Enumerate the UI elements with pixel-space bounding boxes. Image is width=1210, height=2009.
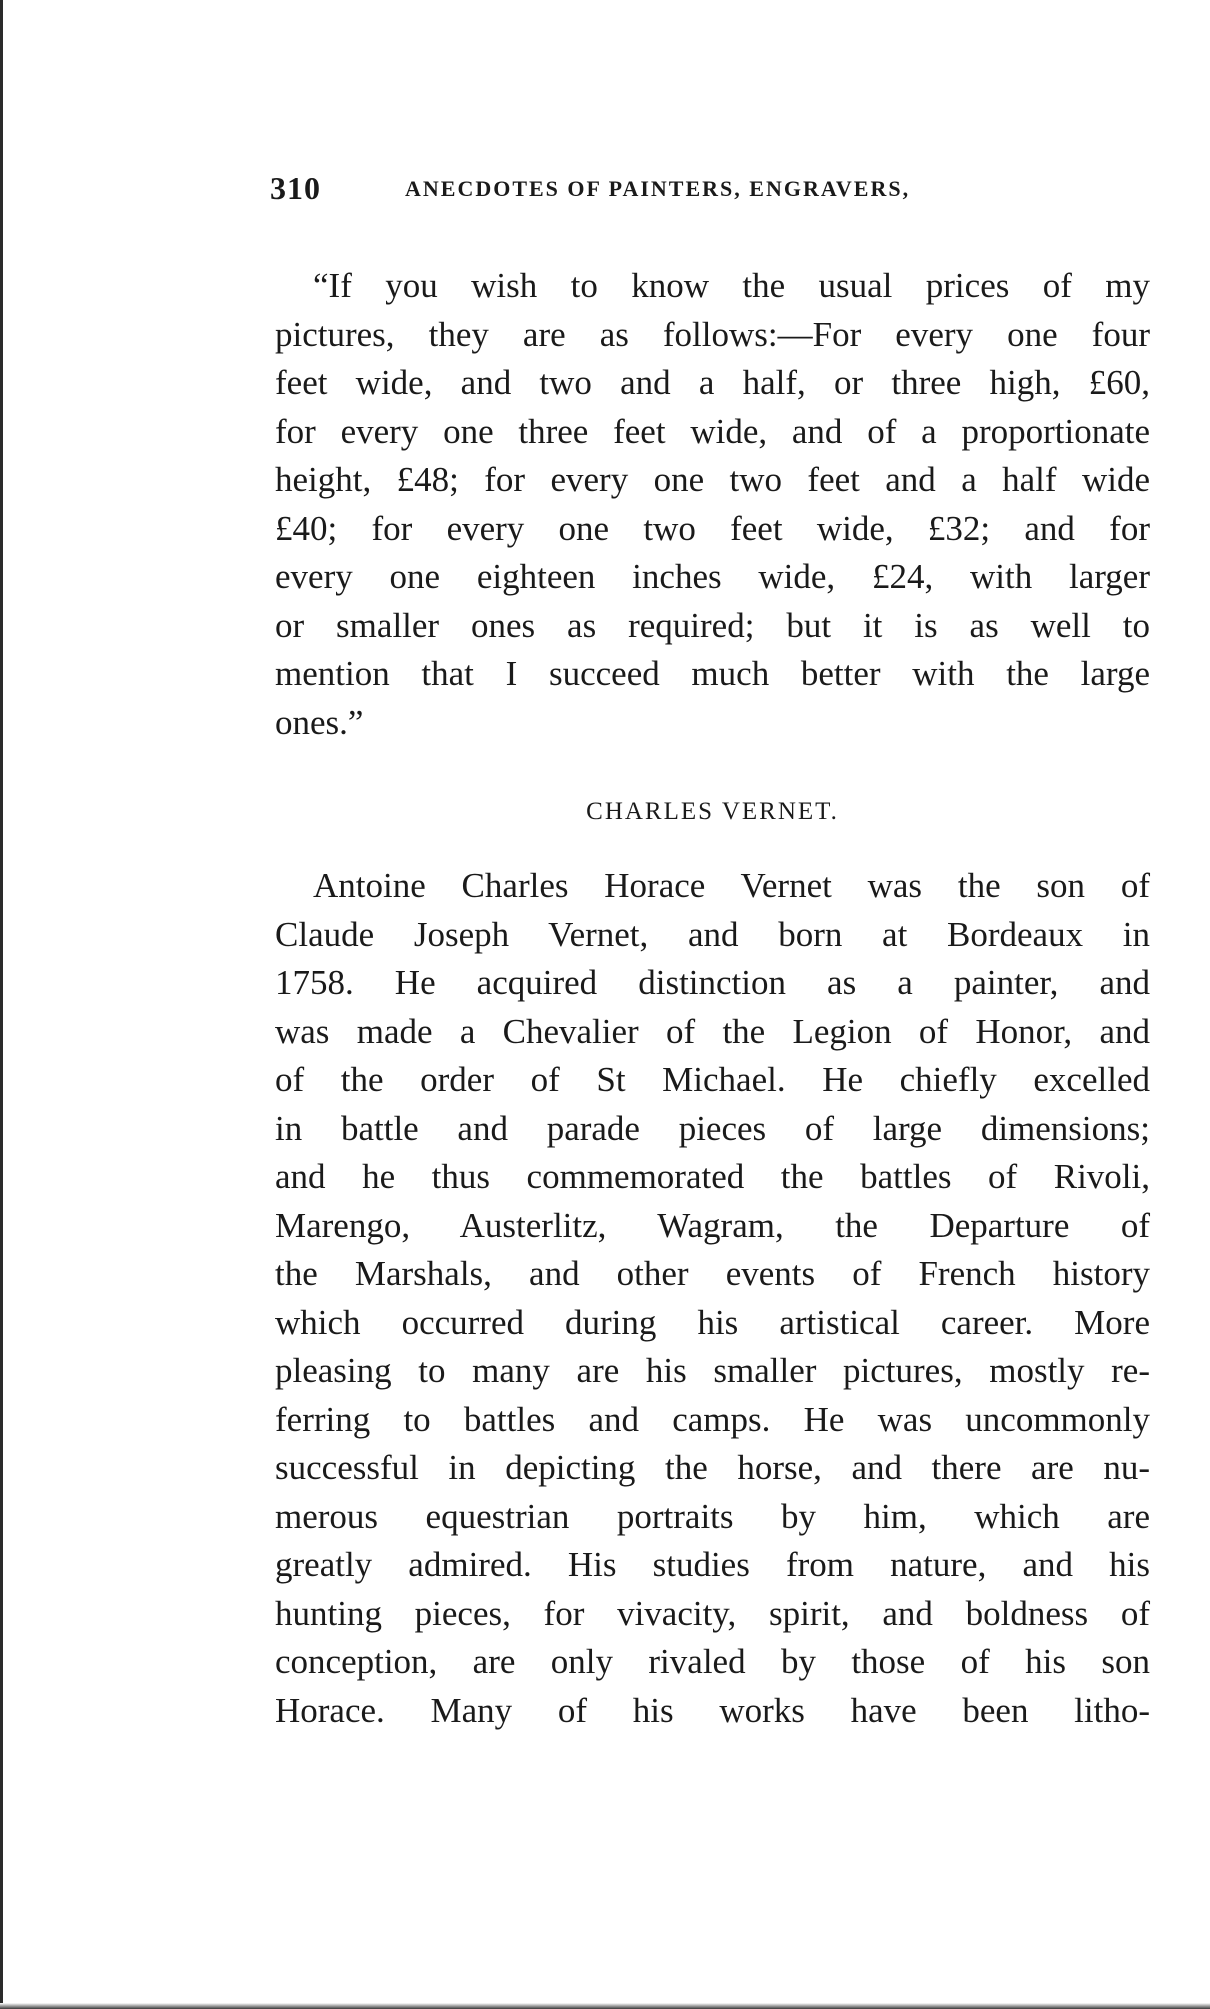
page-left-edge: [0, 0, 3, 2009]
text-line: “If you wish to know the usual prices of my: [313, 266, 1150, 305]
text-line: was made a Chevalier of the Legion of Honor, and: [275, 1011, 1150, 1051]
text-line: pleasing to many are his smaller pictures, mostly re-: [275, 1351, 1150, 1390]
text-line: conception, are only rivaled by those of his son: [275, 1642, 1150, 1681]
text-line: Antoine Charles Horace Vernet was the son of: [313, 866, 1150, 905]
text-line: Marengo, Austerlitz, Wagram, the Departure of: [275, 1205, 1150, 1245]
text-line: for every one three feet wide, and of a proportionate: [275, 411, 1150, 451]
text-line: of the order of St Michael. He chiefly excelled: [275, 1060, 1150, 1099]
section-title: CHARLES VERNET.: [586, 798, 839, 825]
quote-paragraph: [275, 262, 1150, 747]
text-line: and he thus commemorated the battles of Rivoli,: [275, 1157, 1150, 1196]
text-line: which occurred during his artistical career. More: [275, 1302, 1150, 1342]
running-head: [270, 170, 1040, 210]
text-line: height, £48; for every one two feet and a half wide: [275, 460, 1150, 499]
text-line: pictures, they are as follows:—For every one four: [275, 314, 1150, 354]
text-line: hunting pieces, for vivacity, spirit, and boldness of: [275, 1593, 1150, 1633]
text-line: feet wide, and two and a half, or three high, £60,: [275, 363, 1150, 402]
text-line: successful in depicting the horse, and there are nu-: [275, 1448, 1150, 1487]
body-paragraph: [275, 862, 1150, 1735]
text-line: 1758. He acquired distinction as a painter, and: [275, 963, 1150, 1002]
text-line: Claude Joseph Vernet, and born at Bordeaux in: [275, 914, 1150, 954]
text-line: £40; for every one two feet wide, £32; and for: [275, 508, 1150, 548]
page-number: 310: [270, 170, 321, 206]
text-line: ones.”: [275, 702, 364, 742]
text-line: greatly admired. His studies from nature, and his: [275, 1545, 1150, 1584]
text-line: mention that I succeed much better with the large: [275, 654, 1150, 693]
running-title: ANECDOTES OF PAINTERS, ENGRAVERS,: [405, 176, 911, 201]
text-line: merous equestrian portraits by him, which are: [275, 1496, 1150, 1536]
text-line: Horace. Many of his works have been litho-: [275, 1690, 1150, 1730]
text-line: or smaller ones as required; but it is as well to: [275, 605, 1150, 645]
text-line: in battle and parade pieces of large dimensions;: [275, 1108, 1150, 1148]
text-line: the Marshals, and other events of French history: [275, 1254, 1150, 1293]
page-bottom-edge: [0, 2003, 1210, 2009]
text-line: ferring to battles and camps. He was uncommonly: [275, 1399, 1150, 1439]
text-line: every one eighteen inches wide, £24, with larger: [275, 557, 1150, 596]
